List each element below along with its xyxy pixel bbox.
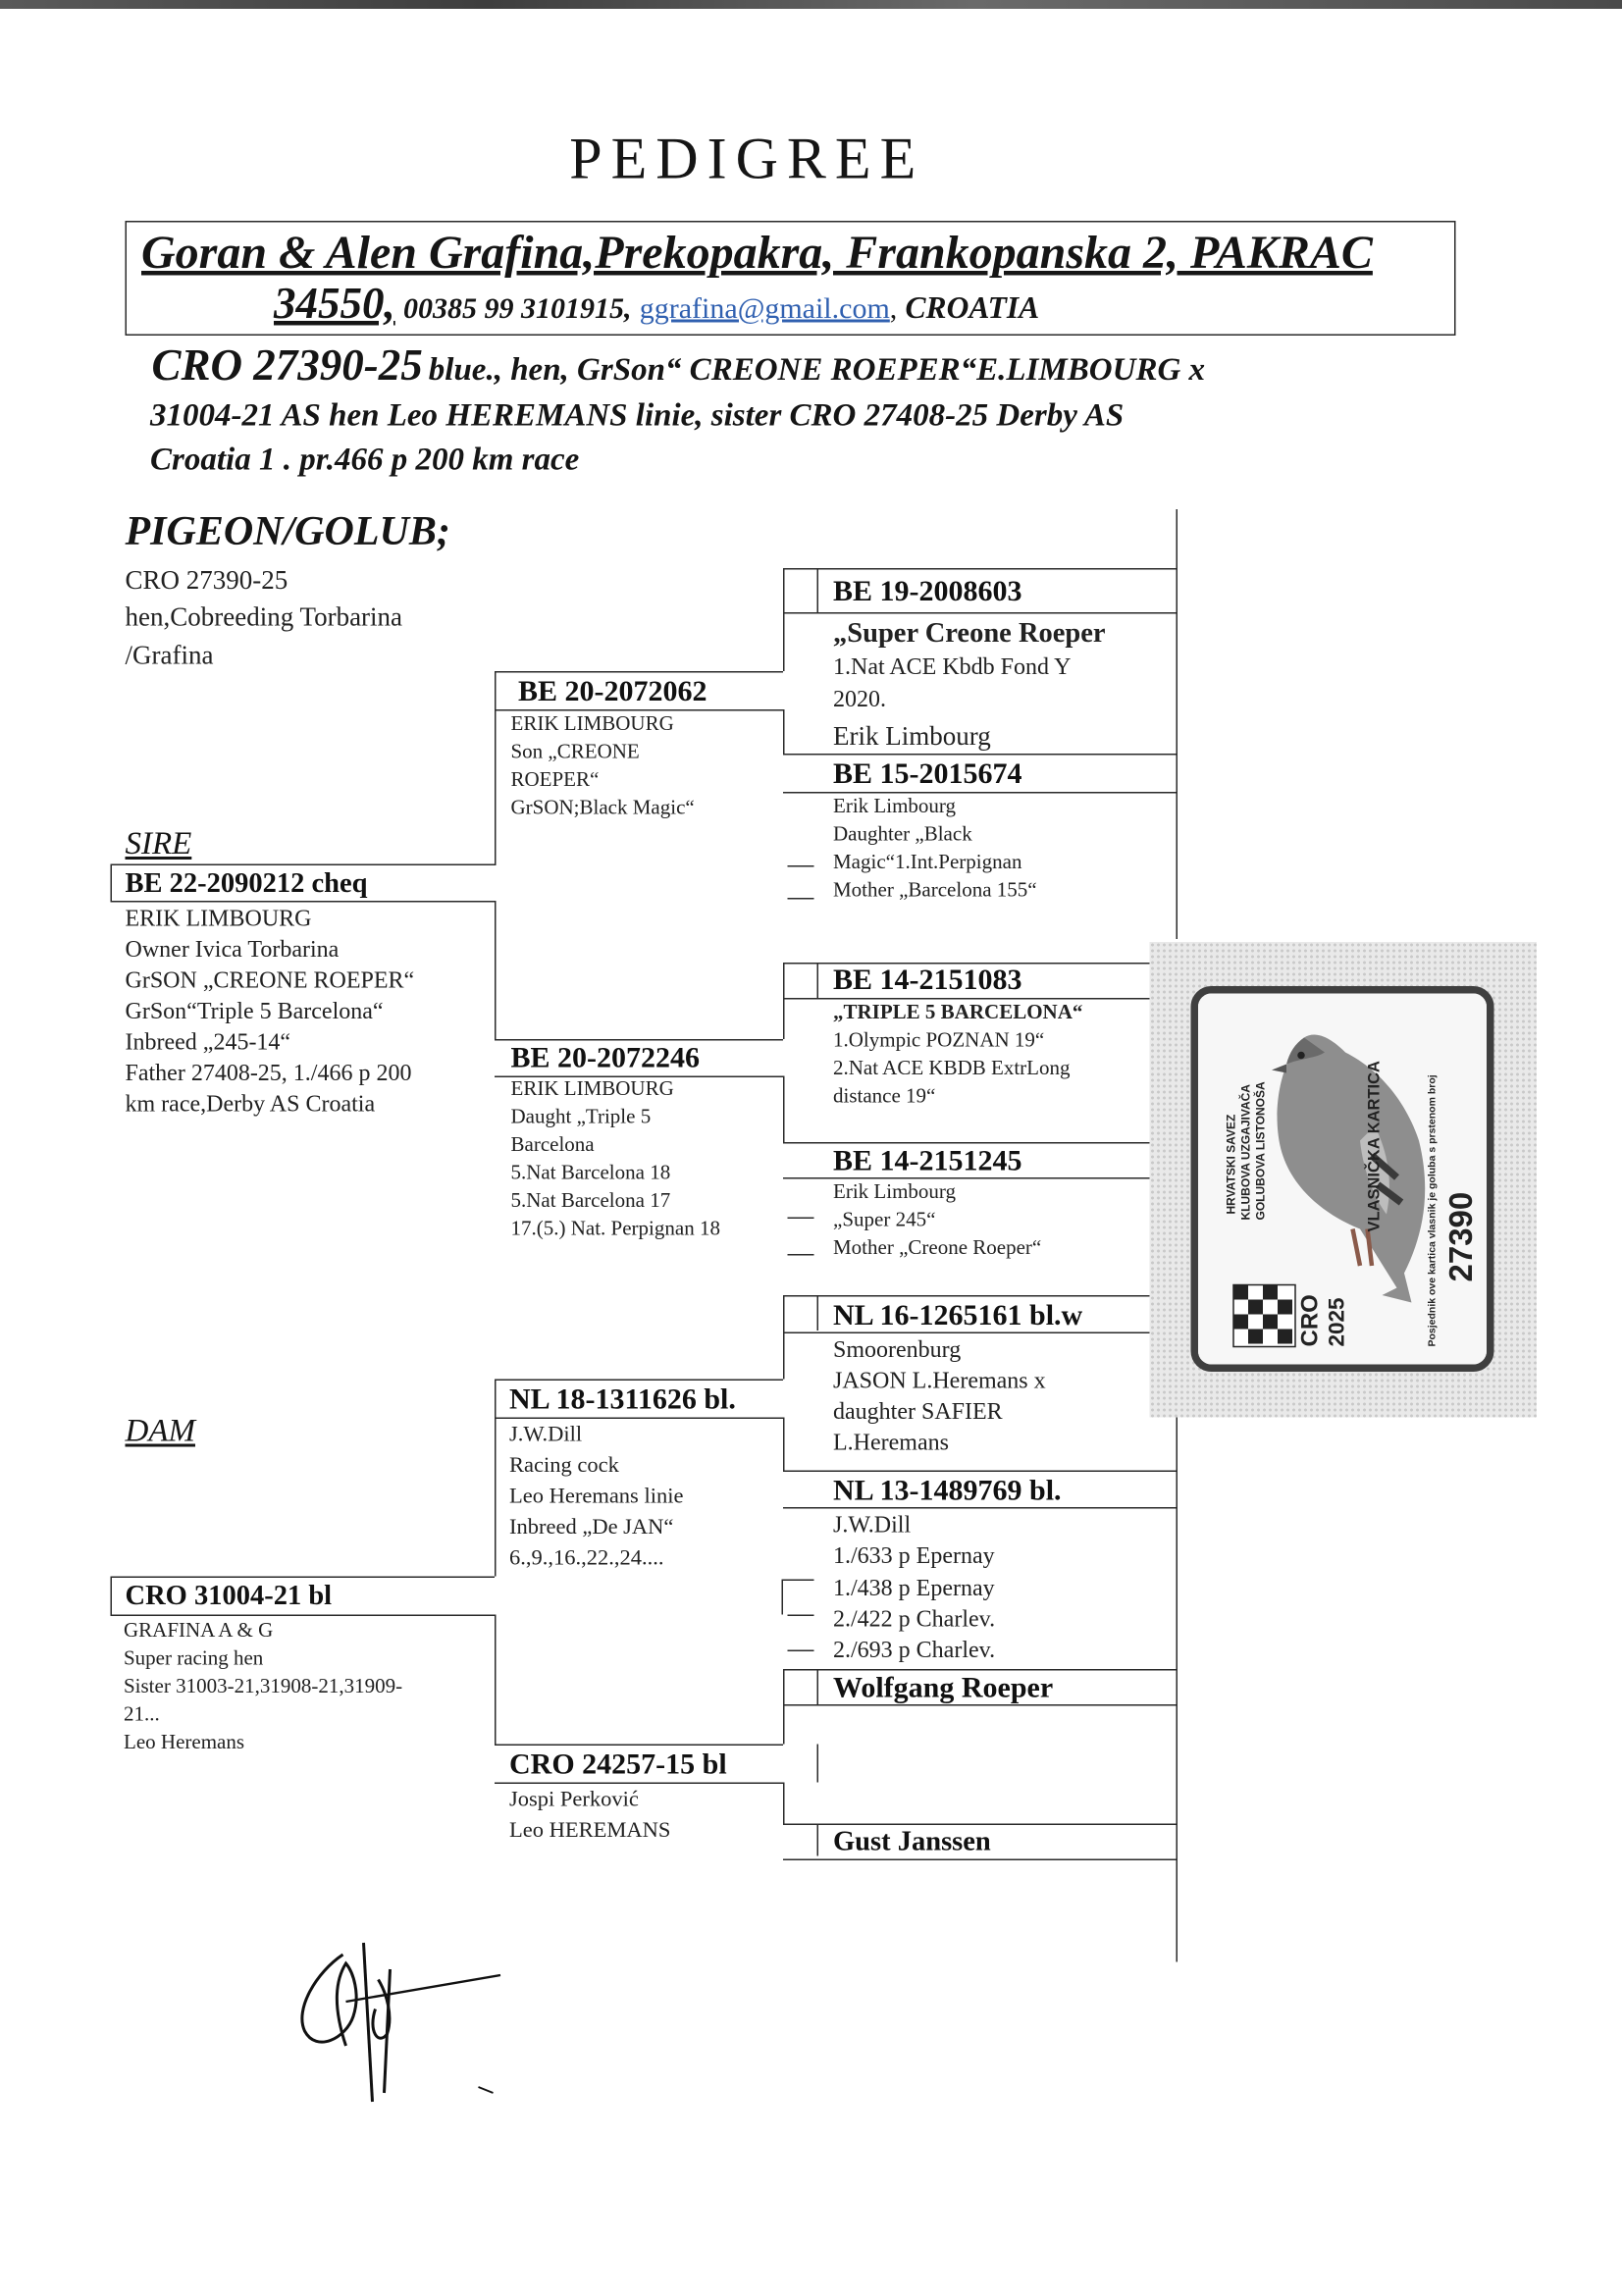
gen3-1-info-1: „Super Creone Roeper xyxy=(833,618,1106,650)
card-year: 2025 xyxy=(1325,1297,1350,1347)
pigeon-info-3: /Grafina xyxy=(125,640,214,670)
gen2-4-info-2: Leo HEREMANS xyxy=(509,1819,671,1843)
owner-email[interactable]: ggrafina@gmail.com xyxy=(639,292,890,326)
gen3-ring-6: NL 13-1489769 bl. xyxy=(833,1475,1062,1507)
owner-country: CROATIA xyxy=(905,289,1040,326)
owner-phone: 00385 99 3101915, xyxy=(403,292,632,326)
gen3-2-info-4: Mother „Barcelona 155“ xyxy=(833,880,1037,903)
gen3-5-info-1: Smoorenburg xyxy=(833,1337,962,1363)
gen2-2-info-1: ERIK LIMBOURG xyxy=(510,1078,674,1101)
gen2-3-info-2: Racing cock xyxy=(509,1454,619,1478)
card-country: CRO xyxy=(1298,1294,1324,1347)
card-frame xyxy=(1191,986,1494,1372)
dam-label: DAM xyxy=(125,1411,195,1448)
dam-info-1: GRAFINA A & G xyxy=(124,1620,274,1643)
sire-label: SIRE xyxy=(125,824,192,861)
gen3-1-info-4: Erik Limbourg xyxy=(833,721,991,751)
gen3-ring-8: Gust Janssen xyxy=(833,1826,991,1857)
pigeon-heading: PIGEON/GOLUB; xyxy=(125,509,450,555)
gen2-1-info-4: GrSON;Black Magic“ xyxy=(510,798,695,820)
page-title: PEDIGREE xyxy=(569,125,925,191)
gen3-5-info-3: daughter SAFIER xyxy=(833,1399,1003,1425)
gen3-6-info-4: 2./422 p Charlev. xyxy=(833,1607,996,1633)
gen2-ring-3: NL 18-1311626 bl. xyxy=(509,1383,736,1416)
gen3-6-info-2: 1./633 p Epernay xyxy=(833,1543,995,1569)
gen3-ring-2: BE 15-2015674 xyxy=(833,757,1022,791)
gen2-1-info-1: ERIK LIMBOURG xyxy=(510,713,674,736)
gen3-4-info-1: Erik Limbourg xyxy=(833,1181,957,1204)
gen2-ring-4: CRO 24257-15 bl xyxy=(509,1748,727,1781)
gen2-2-info-4: 5.Nat Barcelona 18 xyxy=(510,1163,671,1185)
headline-line-3: Croatia 1 . pr.466 p 200 km race xyxy=(150,440,580,477)
sire-info-3: GrSON „CREONE ROEPER“ xyxy=(125,968,415,994)
gen3-2-info-2: Daughter „Black xyxy=(833,824,972,847)
sire-info-1: ERIK LIMBOURG xyxy=(125,907,312,932)
sire-info-7: km race,Derby AS Croatia xyxy=(125,1092,376,1118)
gen3-6-info-3: 1./438 p Epernay xyxy=(833,1576,995,1601)
headline-line-1-rest: blue., hen, GrSon“ CREONE ROEPER“E.LIMBOURG x xyxy=(428,350,1206,388)
signature xyxy=(288,1928,523,2119)
gen3-6-info-5: 2./693 p Charlev. xyxy=(833,1638,996,1663)
gen3-ring-4: BE 14-2151245 xyxy=(833,1145,1022,1177)
gen3-ring-3: BE 14-2151083 xyxy=(833,964,1022,997)
sire-info-6: Father 27408-25, 1./466 p 200 xyxy=(125,1061,412,1086)
sire-info-2: Owner Ivica Torbarina xyxy=(125,937,340,963)
gen2-ring-1: BE 20-2072062 xyxy=(518,675,707,708)
pigeon-info-1: CRO 27390-25 xyxy=(125,565,288,595)
card-subtitle: Posjednik ove kartica vlasnik je goluba s prstenom broj xyxy=(1428,1074,1439,1347)
dam-info-4: 21... xyxy=(124,1704,160,1727)
gen3-ring-1: BE 19-2008603 xyxy=(833,575,1022,608)
headline-ring: CRO 27390-25 xyxy=(151,341,423,391)
gen2-2-info-5: 5.Nat Barcelona 17 xyxy=(510,1190,671,1213)
owner-line-2: 34550, 00385 99 3101915, ggrafina@gmail.com, CROATIA xyxy=(274,280,1040,329)
owner-line-1: Goran & Alen Grafina,Prekopakra, Frankopanska 2, PAKRAC xyxy=(141,225,1373,279)
gen3-1-info-2: 1.Nat ACE Kbdb Fond Y xyxy=(833,654,1072,680)
gen3-ring-5: NL 16-1265161 bl.w xyxy=(833,1299,1083,1332)
dam-info-5: Leo Heremans xyxy=(124,1732,245,1754)
gen3-1-info-3: 2020. xyxy=(833,687,886,712)
gen2-4-info-1: Jospi Perković xyxy=(509,1788,639,1812)
gen3-4-info-2: „Super 245“ xyxy=(833,1210,936,1232)
gen3-2-info-3: Magic“1.Int.Perpignan xyxy=(833,852,1022,874)
gen2-1-info-3: ROEPER“ xyxy=(510,769,600,792)
gen3-5-info-2: JASON L.Heremans x xyxy=(833,1369,1046,1394)
gen2-3-info-1: J.W.Dill xyxy=(509,1423,583,1447)
dam-ring: CRO 31004-21 bl xyxy=(125,1581,333,1612)
gen3-3-info-4: distance 19“ xyxy=(833,1086,936,1109)
gen2-2-info-2: Daught „Triple 5 xyxy=(510,1107,652,1129)
sire-info-5: Inbreed „245-14“ xyxy=(125,1030,291,1056)
card-number: 27390 xyxy=(1442,1191,1480,1282)
gen2-ring-2: BE 20-2072246 xyxy=(510,1042,701,1074)
gen3-ring-7: Wolfgang Roeper xyxy=(833,1672,1054,1704)
card-org-1: HRVATSKI SAVEZ xyxy=(1225,1114,1238,1215)
owner-zip: 34550, xyxy=(274,280,395,329)
gen3-3-info-3: 2.Nat ACE KBDB ExtrLong xyxy=(833,1058,1071,1080)
gen2-2-info-6: 17.(5.) Nat. Perpignan 18 xyxy=(510,1219,720,1241)
pigeon-info-2: hen,Cobreeding Torbarina xyxy=(125,601,403,632)
scan-edge xyxy=(0,0,1622,9)
dam-info-3: Sister 31003-21,31908-21,31909- xyxy=(124,1676,403,1698)
gen3-4-info-3: Mother „Creone Roeper“ xyxy=(833,1237,1042,1260)
gen3-2-info-1: Erik Limbourg xyxy=(833,796,957,818)
sire-info-4: GrSon“Triple 5 Barcelona“ xyxy=(125,999,384,1024)
card-title: VLASNIČKA KARTICA xyxy=(1366,1061,1384,1232)
gen2-1-info-2: Son „CREONE xyxy=(510,742,640,764)
gen3-3-info-2: 1.Olympic POZNAN 19“ xyxy=(833,1030,1045,1053)
gen2-3-info-5: 6.,9.,16.,22.,24.... xyxy=(509,1546,664,1571)
card-org-3: GOLUBOVA LISTONOŠA xyxy=(1254,1081,1268,1221)
gen2-3-info-3: Leo Heremans linie xyxy=(509,1485,684,1509)
gen3-6-info-1: J.W.Dill xyxy=(833,1513,912,1539)
dam-info-2: Super racing hen xyxy=(124,1648,264,1671)
gen2-3-info-4: Inbreed „De JAN“ xyxy=(509,1516,674,1539)
card-org-2: KLUBOVA UZGAJIVAČA xyxy=(1239,1084,1253,1221)
gen2-2-info-3: Barcelona xyxy=(510,1134,595,1157)
sire-ring: BE 22-2090212 cheq xyxy=(125,868,368,900)
ownership-card xyxy=(1150,942,1538,1418)
gen3-5-info-4: L.Heremans xyxy=(833,1431,949,1456)
headline-line-2: 31004-21 AS hen Leo HEREMANS linie, sister CRO 27408-25 Derby AS xyxy=(150,395,1125,433)
gen3-3-info-1: „TRIPLE 5 BARCELONA“ xyxy=(833,1002,1083,1024)
